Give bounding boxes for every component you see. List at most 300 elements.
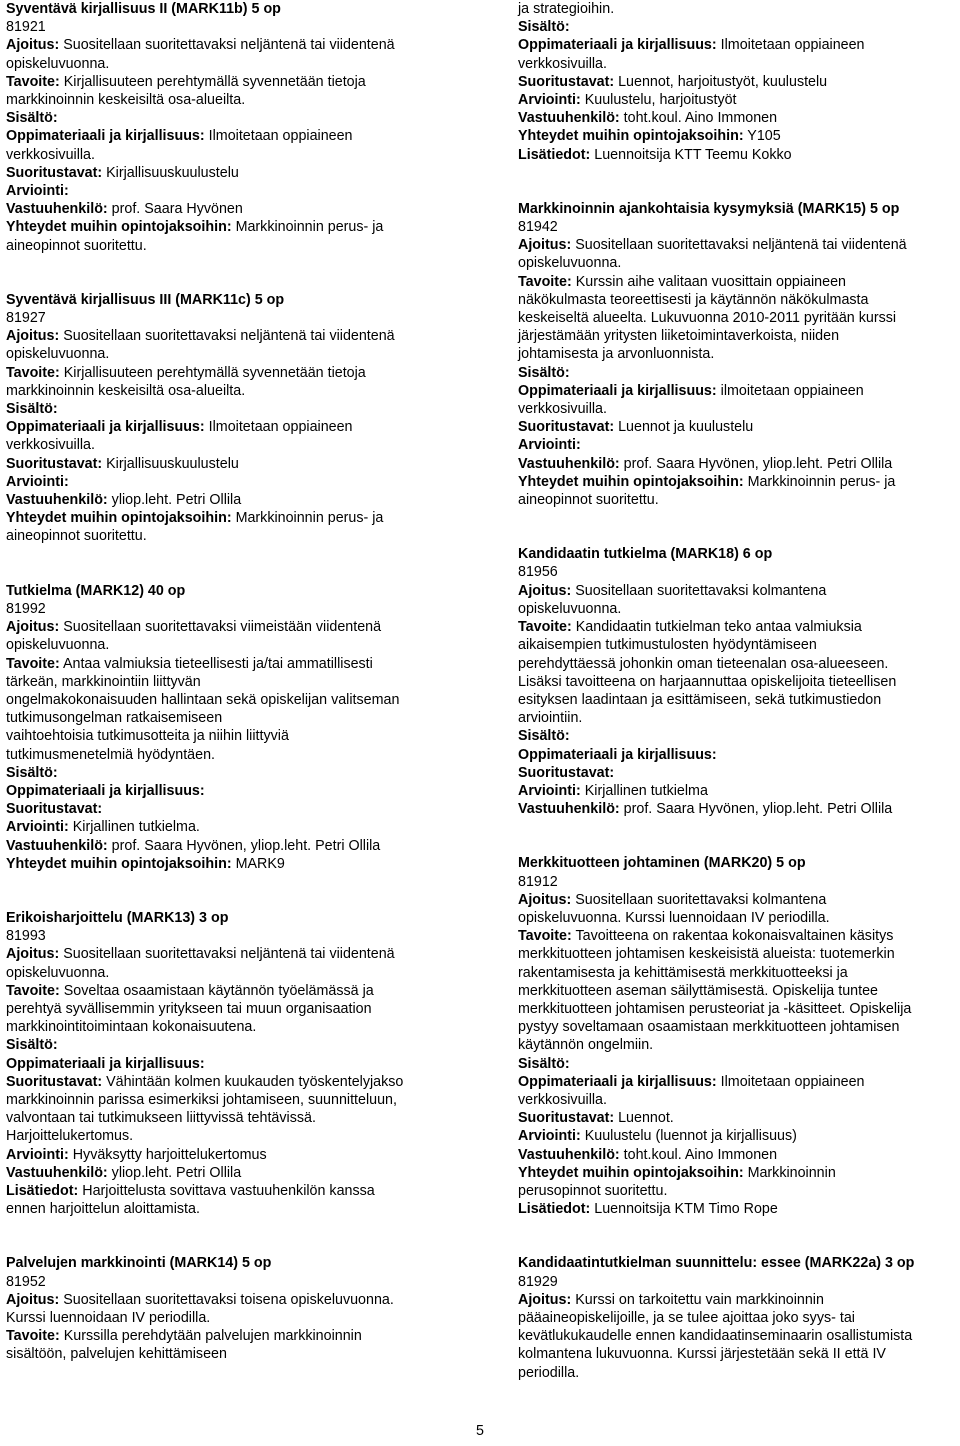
right-column bbox=[518, 0, 958, 1418]
field-label: Vastuuhenkilö: bbox=[6, 837, 108, 854]
field-label: Yhteydet muihin opintojaksoihin: bbox=[6, 855, 232, 872]
text-line bbox=[518, 1146, 958, 1164]
left-column bbox=[6, 0, 458, 1400]
text-line bbox=[6, 1036, 458, 1054]
field-label: Ajoitus: bbox=[6, 946, 60, 963]
text-line bbox=[518, 254, 958, 272]
text-line bbox=[6, 1309, 458, 1327]
field-value: Suositellaan suoritettavaksi kolmantena bbox=[575, 891, 827, 908]
field-label: Ajoitus: bbox=[518, 582, 572, 599]
field-label: Tavoite: bbox=[518, 928, 572, 945]
text-line bbox=[6, 709, 458, 727]
text-line bbox=[518, 309, 958, 327]
text-line bbox=[6, 927, 458, 945]
text-line bbox=[518, 127, 958, 145]
field-label: Tavoite: bbox=[6, 1328, 60, 1345]
field-label: Suoritustavat: bbox=[518, 419, 615, 436]
field-value: Kurssi on tarkoitettu vain markkinoinnin bbox=[575, 1291, 824, 1308]
field-label: Oppimateriaali ja kirjallisuus: bbox=[6, 419, 205, 436]
field-label: Tavoite: bbox=[518, 619, 572, 636]
text-line bbox=[6, 782, 458, 800]
field-value: Y105 bbox=[747, 128, 781, 145]
course-section bbox=[6, 291, 458, 546]
text-line bbox=[6, 746, 458, 764]
field-value: markkinoinnin keskeisiltä osa-alueilta. bbox=[6, 92, 246, 109]
text-line bbox=[6, 327, 458, 345]
field-value: Markkinoinnin perus- ja bbox=[235, 219, 384, 236]
text-line bbox=[6, 436, 458, 454]
text-line bbox=[6, 73, 458, 91]
text-line bbox=[518, 782, 958, 800]
text-line bbox=[518, 1345, 958, 1363]
text-line bbox=[518, 945, 958, 963]
text-line bbox=[6, 364, 458, 382]
text-line bbox=[518, 1327, 958, 1345]
field-label: Arviointi: bbox=[6, 183, 69, 200]
text-line bbox=[6, 345, 458, 363]
field-value: verkkosivuilla. bbox=[6, 437, 95, 454]
field-value: opiskeluvuonna. bbox=[6, 55, 110, 72]
text-line bbox=[518, 455, 958, 473]
field-label: Vastuuhenkilö: bbox=[518, 110, 620, 127]
text-line bbox=[6, 636, 458, 654]
text-line bbox=[6, 491, 458, 509]
course-title: Merkkituotteen johtaminen (MARK20) 5 op bbox=[518, 855, 806, 872]
field-value: perehdyttäessä johonkin oman tieteenalan osa-alueeseen. bbox=[518, 655, 889, 672]
field-value: Kurssi luennoidaan IV periodilla. bbox=[6, 1310, 211, 1326]
field-value: Kurssilla perehdytään palvelujen markkinoinnin bbox=[63, 1328, 362, 1345]
field-value: ennen harjoittelun aloittamista. bbox=[6, 1201, 200, 1218]
field-label: Tavoite: bbox=[6, 364, 60, 381]
field-value: Ilmoitetaan oppiaineen bbox=[720, 37, 865, 54]
text-line bbox=[518, 0, 958, 18]
field-value: opiskeluvuonna. bbox=[6, 346, 110, 363]
field-value: 81992 bbox=[6, 600, 46, 617]
text-line bbox=[518, 673, 958, 691]
field-value: Luennot, harjoitustyöt, kuulustelu bbox=[618, 73, 828, 90]
text-line bbox=[518, 436, 958, 454]
field-value: Suositellaan suoritettavaksi viimeistään viidentenä bbox=[63, 619, 382, 636]
field-value: valvontaan tai tutkimukseen liittyvissä tehtävissä. bbox=[6, 1110, 316, 1127]
course-title: Kandidaatintutkielman suunnittelu: essee (MARK22a) 3 op bbox=[518, 1255, 915, 1272]
field-label: Arviointi: bbox=[518, 437, 581, 454]
field-value: prof. Saara Hyvönen bbox=[111, 201, 243, 218]
text-line bbox=[6, 691, 458, 709]
text-line bbox=[6, 945, 458, 963]
field-value: keskeiseltä alueelta. Lukuvuonna 2010-2011 pyritään kurssi bbox=[518, 310, 897, 327]
field-label: Sisältö: bbox=[6, 1037, 58, 1054]
field-value: Luennoitsija KTM Timo Rope bbox=[594, 1201, 778, 1218]
field-label: Oppimateriaali ja kirjallisuus: bbox=[518, 382, 717, 399]
text-line bbox=[6, 309, 458, 327]
text-line bbox=[6, 800, 458, 818]
text-line bbox=[6, 18, 458, 36]
field-label: Sisältö: bbox=[6, 110, 58, 127]
field-label: Yhteydet muihin opintojaksoihin: bbox=[518, 128, 744, 145]
field-value: Ilmoitetaan oppiaineen bbox=[720, 1073, 865, 1090]
field-label: Arviointi: bbox=[518, 92, 581, 109]
text-line bbox=[6, 1345, 458, 1363]
field-value: rakentamisesta ja kehittämisestä merkkituotteeksi ja bbox=[518, 964, 848, 981]
text-line bbox=[518, 18, 958, 36]
field-label: Suoritustavat: bbox=[518, 73, 615, 90]
field-label: Arviointi: bbox=[6, 473, 69, 490]
field-label: Lisätiedot: bbox=[518, 146, 591, 163]
text-line bbox=[6, 1109, 458, 1127]
field-value: periodilla. bbox=[518, 1364, 580, 1381]
text-line bbox=[518, 891, 958, 909]
text-line bbox=[518, 364, 958, 382]
field-value: verkkosivuilla. bbox=[6, 146, 95, 163]
field-value: perusopinnot suoritettu. bbox=[518, 1182, 668, 1199]
field-value: markkinointitoimintaan kokonaisuutena. bbox=[6, 1019, 257, 1036]
field-label: Lisätiedot: bbox=[518, 1201, 591, 1218]
field-value: Kandidaatin tutkielman teko antaa valmiuksia bbox=[575, 619, 862, 636]
text-line bbox=[6, 200, 458, 218]
field-value: MARK9 bbox=[235, 855, 285, 872]
field-label: Ajoitus: bbox=[518, 1291, 572, 1308]
field-value: Antaa valmiuksia tieteellisesti ja/tai ammatillisesti bbox=[62, 655, 373, 672]
field-label: Sisältö: bbox=[6, 401, 58, 418]
field-label: Suoritustavat: bbox=[6, 455, 103, 472]
text-line bbox=[518, 873, 958, 891]
field-label: Suoritustavat: bbox=[518, 1110, 615, 1127]
text-line bbox=[518, 473, 958, 491]
field-label: Vastuuhenkilö: bbox=[518, 1146, 620, 1163]
text-line bbox=[6, 418, 458, 436]
field-value: Markkinoinnin perus- ja bbox=[235, 510, 384, 527]
text-line bbox=[518, 764, 958, 782]
text-line bbox=[6, 1146, 458, 1164]
text-line bbox=[6, 600, 458, 618]
field-value: pystyy soveltamaan osaamistaan merkkituotteen johtamisen bbox=[518, 1019, 900, 1036]
field-value: merkkituotteen aseman säilyttämisestä. Opiskelija tuntee bbox=[518, 982, 878, 999]
field-label: Arviointi: bbox=[518, 1128, 581, 1145]
text-line bbox=[518, 418, 958, 436]
field-label: Vastuuhenkilö: bbox=[518, 801, 620, 818]
field-value: 81929 bbox=[518, 1273, 558, 1290]
text-line bbox=[518, 382, 958, 400]
field-value: 81921 bbox=[6, 19, 46, 36]
field-value: opiskeluvuonna. bbox=[518, 600, 622, 617]
text-line bbox=[518, 909, 958, 927]
text-line bbox=[518, 273, 958, 291]
field-value: Kirjallisuuskuulustelu bbox=[106, 455, 239, 472]
field-value: 81927 bbox=[6, 310, 46, 327]
field-label: Tavoite: bbox=[6, 73, 60, 90]
field-label: Yhteydet muihin opintojaksoihin: bbox=[6, 219, 232, 236]
field-value: ilmoitetaan oppiaineen bbox=[720, 382, 864, 399]
text-line bbox=[518, 1364, 958, 1382]
field-label: Sisältö: bbox=[518, 19, 570, 36]
field-value: aineopinnot suoritettu. bbox=[6, 528, 147, 545]
text-line bbox=[6, 1000, 458, 1018]
field-value: 81942 bbox=[518, 219, 558, 236]
field-label: Suoritustavat: bbox=[6, 1073, 103, 1090]
text-line bbox=[6, 1291, 458, 1309]
text-line bbox=[6, 237, 458, 255]
text-line bbox=[518, 109, 958, 127]
field-value: Luennoitsija KTT Teemu Kokko bbox=[594, 146, 792, 163]
course-section bbox=[518, 200, 958, 509]
text-line bbox=[518, 1091, 958, 1109]
text-line bbox=[518, 655, 958, 673]
text-line bbox=[518, 1273, 958, 1291]
field-value: Ilmoitetaan oppiaineen bbox=[208, 128, 353, 145]
field-label: Ajoitus: bbox=[6, 1291, 60, 1308]
text-line bbox=[518, 1309, 958, 1327]
text-line bbox=[518, 73, 958, 91]
field-label: Oppimateriaali ja kirjallisuus: bbox=[518, 1073, 717, 1090]
course-section bbox=[6, 582, 458, 873]
text-line bbox=[518, 146, 958, 164]
text-line bbox=[518, 636, 958, 654]
field-value: pääaineopiskelijoille, ja se tulee ajoittaa joko syys- tai bbox=[518, 1310, 855, 1326]
text-line bbox=[6, 527, 458, 545]
text-line bbox=[518, 1164, 958, 1182]
field-value: Suositellaan suoritettavaksi toisena opiskeluvuonna. bbox=[63, 1291, 394, 1308]
field-value: arviointiin. bbox=[518, 710, 583, 727]
field-label: Sisältö: bbox=[518, 728, 570, 745]
text-line bbox=[6, 1327, 458, 1345]
text-line bbox=[518, 582, 958, 600]
field-value: tutkimusongelman ratkaisemiseen bbox=[6, 710, 223, 727]
text-line bbox=[6, 127, 458, 145]
field-label: Oppimateriaali ja kirjallisuus: bbox=[6, 1055, 205, 1072]
text-line bbox=[518, 345, 958, 363]
text-line bbox=[6, 509, 458, 527]
field-value: Suositellaan suoritettavaksi neljäntenä tai viidentenä bbox=[63, 37, 395, 54]
field-value: merkkituotteen johtamisen keskeisistä alueista: tuotemerkin bbox=[518, 946, 895, 963]
field-label: Suoritustavat: bbox=[6, 164, 103, 181]
text-line bbox=[6, 1073, 458, 1091]
text-line bbox=[518, 218, 958, 236]
text-line bbox=[518, 36, 958, 54]
text-line bbox=[6, 455, 458, 473]
text-line bbox=[6, 764, 458, 782]
text-line bbox=[518, 1200, 958, 1218]
field-label: Vastuuhenkilö: bbox=[6, 201, 108, 218]
text-line bbox=[518, 1018, 958, 1036]
field-value: käytännön ongelmiin. bbox=[518, 1037, 654, 1054]
field-value: toht.koul. Aino Immonen bbox=[623, 110, 778, 127]
field-label: Vastuuhenkilö: bbox=[6, 492, 108, 509]
field-label: Ajoitus: bbox=[6, 328, 60, 345]
field-label: Sisältö: bbox=[6, 764, 58, 781]
text-line bbox=[518, 1109, 958, 1127]
course-title: Palvelujen markkinointi (MARK14) 5 op bbox=[6, 1255, 272, 1272]
field-label: Arviointi: bbox=[6, 1146, 69, 1163]
page-number: 5 bbox=[476, 1423, 484, 1439]
field-label: Tavoite: bbox=[518, 273, 572, 290]
field-value: verkkosivuilla. bbox=[518, 401, 607, 418]
text-line bbox=[6, 618, 458, 636]
text-line bbox=[6, 1127, 458, 1145]
field-label: Ajoitus: bbox=[518, 237, 572, 254]
field-value: Suositellaan suoritettavaksi kolmantena bbox=[575, 582, 827, 599]
text-line bbox=[6, 1273, 458, 1291]
field-value: opiskeluvuonna. Kurssi luennoidaan IV periodilla. bbox=[518, 909, 830, 926]
field-label: Oppimateriaali ja kirjallisuus: bbox=[518, 37, 717, 54]
field-label: Suoritustavat: bbox=[518, 764, 615, 781]
text-line bbox=[6, 1182, 458, 1200]
field-value: prof. Saara Hyvönen, yliop.leht. Petri Ollila bbox=[623, 801, 893, 818]
text-line bbox=[6, 673, 458, 691]
field-value: Tavoitteena on rakentaa kokonaisvaltainen käsitys bbox=[575, 928, 894, 945]
field-value: vaihtoehtoisia tutkimusotteita ja niihin liittyviä bbox=[6, 728, 289, 745]
field-value: opiskeluvuonna. bbox=[6, 964, 110, 981]
field-value: järjestämään yritysten liiketoimintaverkoista, niiden bbox=[518, 328, 840, 345]
text-line bbox=[518, 709, 958, 727]
field-label: Ajoitus: bbox=[518, 891, 572, 908]
text-line bbox=[6, 727, 458, 745]
field-value: Kuulustelu (luennot ja kirjallisuus) bbox=[584, 1128, 797, 1145]
text-line bbox=[518, 291, 958, 309]
text-line bbox=[518, 1000, 958, 1018]
field-value: Kirjallisuuteen perehtymällä syvennetään tietoja bbox=[63, 73, 366, 90]
text-line bbox=[6, 91, 458, 109]
field-value: opiskeluvuonna. bbox=[6, 637, 110, 654]
field-value: opiskeluvuonna. bbox=[518, 255, 622, 272]
field-value: Kirjallinen tutkielma. bbox=[72, 819, 200, 836]
field-value: toht.koul. Aino Immonen bbox=[623, 1146, 778, 1163]
field-label: Tavoite: bbox=[6, 655, 60, 672]
field-value: Hyväksytty harjoittelukertomus bbox=[72, 1146, 267, 1163]
field-label: Suoritustavat: bbox=[6, 801, 103, 818]
field-label: Ajoitus: bbox=[6, 37, 60, 54]
field-label: Vastuuhenkilö: bbox=[6, 1164, 108, 1181]
text-line bbox=[6, 164, 458, 182]
field-value: Kurssin aihe valitaan vuosittain oppiaineen bbox=[575, 273, 846, 290]
field-value: 81993 bbox=[6, 928, 46, 945]
field-value: Soveltaa osaamistaan käytännön työelämässä ja bbox=[63, 982, 374, 999]
text-line bbox=[6, 1018, 458, 1036]
text-line bbox=[6, 36, 458, 54]
text-line bbox=[6, 837, 458, 855]
field-value: prof. Saara Hyvönen, yliop.leht. Petri Ollila bbox=[623, 455, 893, 472]
field-label: Yhteydet muihin opintojaksoihin: bbox=[518, 1164, 744, 1181]
course-title: Erikoisharjoittelu (MARK13) 3 op bbox=[6, 909, 229, 926]
field-value: Luennot ja kuulustelu bbox=[618, 419, 754, 436]
field-value: tärkeän, markkinointiin liittyvän bbox=[6, 673, 201, 690]
field-value: Luennot. bbox=[618, 1110, 674, 1127]
text-line bbox=[6, 182, 458, 200]
field-value: 81912 bbox=[518, 873, 558, 890]
text-line bbox=[6, 382, 458, 400]
field-value: aikaisempien tutkimustulosten hyödyntämiseen bbox=[518, 637, 817, 654]
text-line bbox=[6, 218, 458, 236]
text-line bbox=[6, 473, 458, 491]
field-value: kevätlukukaudelle ennen kandidaatinseminaarin osallistumista bbox=[518, 1328, 913, 1345]
field-value: ja strategioihin. bbox=[518, 1, 615, 17]
text-line bbox=[518, 236, 958, 254]
course-section bbox=[518, 854, 958, 1218]
field-label: Yhteydet muihin opintojaksoihin: bbox=[518, 473, 744, 490]
field-value: tutkimusmenetelmiä hyödyntäen. bbox=[6, 746, 216, 763]
field-value: Kirjallisuuteen perehtymällä syvennetään tietoja bbox=[63, 364, 366, 381]
text-line bbox=[518, 400, 958, 418]
field-value: johtamisesta ja arvonluonnista. bbox=[518, 346, 715, 363]
field-value: Suositellaan suoritettavaksi neljäntenä tai viidentenä bbox=[575, 237, 907, 254]
text-line bbox=[518, 746, 958, 764]
field-value: verkkosivuilla. bbox=[518, 55, 607, 72]
field-label: Tavoite: bbox=[6, 982, 60, 999]
text-line bbox=[518, 600, 958, 618]
course-section bbox=[518, 545, 958, 818]
field-value: Ilmoitetaan oppiaineen bbox=[208, 419, 353, 436]
text-line bbox=[518, 327, 958, 345]
field-value: Harjoittelusta sovittava vastuuhenkilön kanssa bbox=[82, 1182, 375, 1199]
field-value: kolmantena lukuvuonna. Kurssi järjestetään sekä II että IV bbox=[518, 1346, 886, 1363]
field-value: markkinoinnin keskeisiltä osa-alueilta. bbox=[6, 382, 246, 399]
text-line bbox=[518, 55, 958, 73]
field-value: Harjoittelukertomus. bbox=[6, 1128, 134, 1145]
text-line bbox=[518, 982, 958, 1000]
field-value: merkkituotteen johtamisen perusteoriat ja -käsitteet. Opiskelija bbox=[518, 1000, 912, 1017]
text-line bbox=[518, 491, 958, 509]
course-title: Kandidaatin tutkielma (MARK18) 6 op bbox=[518, 546, 773, 563]
text-line bbox=[6, 1200, 458, 1218]
field-value: markkinoinnin parissa esimerkiksi johtamiseen, suunnitteluun, bbox=[6, 1091, 397, 1108]
text-line bbox=[518, 1182, 958, 1200]
text-line bbox=[518, 691, 958, 709]
course-section bbox=[518, 1254, 958, 1381]
course-title: Tutkielma (MARK12) 40 op bbox=[6, 582, 186, 599]
field-value: esityksen laadintaan ja esittämiseen, sekä tutkimustiedon bbox=[518, 691, 882, 708]
text-line bbox=[6, 818, 458, 836]
text-line bbox=[518, 1055, 958, 1073]
text-line bbox=[6, 1164, 458, 1182]
course-title: Syventävä kirjallisuus II (MARK11b) 5 op bbox=[6, 1, 281, 17]
field-value: aineopinnot suoritettu. bbox=[6, 237, 147, 254]
field-value: ongelmakokonaisuuden hallintaan sekä opiskelijan valitseman bbox=[6, 691, 400, 708]
field-label: Oppimateriaali ja kirjallisuus: bbox=[518, 746, 717, 763]
field-value: yliop.leht. Petri Ollila bbox=[111, 492, 242, 509]
field-label: Vastuuhenkilö: bbox=[518, 455, 620, 472]
text-line bbox=[6, 146, 458, 164]
field-value: Kirjallisuuskuulustelu bbox=[106, 164, 239, 181]
field-value: yliop.leht. Petri Ollila bbox=[111, 1164, 242, 1181]
course-title: Markkinoinnin ajankohtaisia kysymyksiä (MARK15) 5 op bbox=[518, 200, 900, 217]
text-line bbox=[6, 400, 458, 418]
text-line bbox=[6, 655, 458, 673]
field-label: Oppimateriaali ja kirjallisuus: bbox=[6, 128, 205, 145]
course-section bbox=[6, 909, 458, 1218]
field-label: Sisältö: bbox=[518, 364, 570, 381]
field-label: Lisätiedot: bbox=[6, 1182, 79, 1199]
field-value: Markkinoinnin bbox=[747, 1164, 836, 1181]
field-label: Sisältö: bbox=[518, 1055, 570, 1072]
field-value: Lisäksi tavoitteena on harjaannuttaa opiskelijoita tieteellisen bbox=[518, 673, 897, 690]
field-label: Oppimateriaali ja kirjallisuus: bbox=[6, 782, 205, 799]
field-value: verkkosivuilla. bbox=[518, 1091, 607, 1108]
course-title: Syventävä kirjallisuus III (MARK11c) 5 op bbox=[6, 291, 285, 308]
field-label: Arviointi: bbox=[6, 819, 69, 836]
field-value: Suositellaan suoritettavaksi neljäntenä tai viidentenä bbox=[63, 328, 395, 345]
text-line bbox=[518, 800, 958, 818]
text-line bbox=[6, 109, 458, 127]
text-line bbox=[518, 727, 958, 745]
text-line bbox=[6, 55, 458, 73]
field-value: Vähintään kolmen kuukauden työskentelyjakso bbox=[106, 1073, 404, 1090]
text-line bbox=[518, 1036, 958, 1054]
field-label: Ajoitus: bbox=[6, 619, 60, 636]
text-line bbox=[518, 563, 958, 581]
field-value: 81956 bbox=[518, 564, 558, 581]
course-section bbox=[6, 1254, 458, 1363]
text-line bbox=[6, 1091, 458, 1109]
text-line bbox=[518, 964, 958, 982]
